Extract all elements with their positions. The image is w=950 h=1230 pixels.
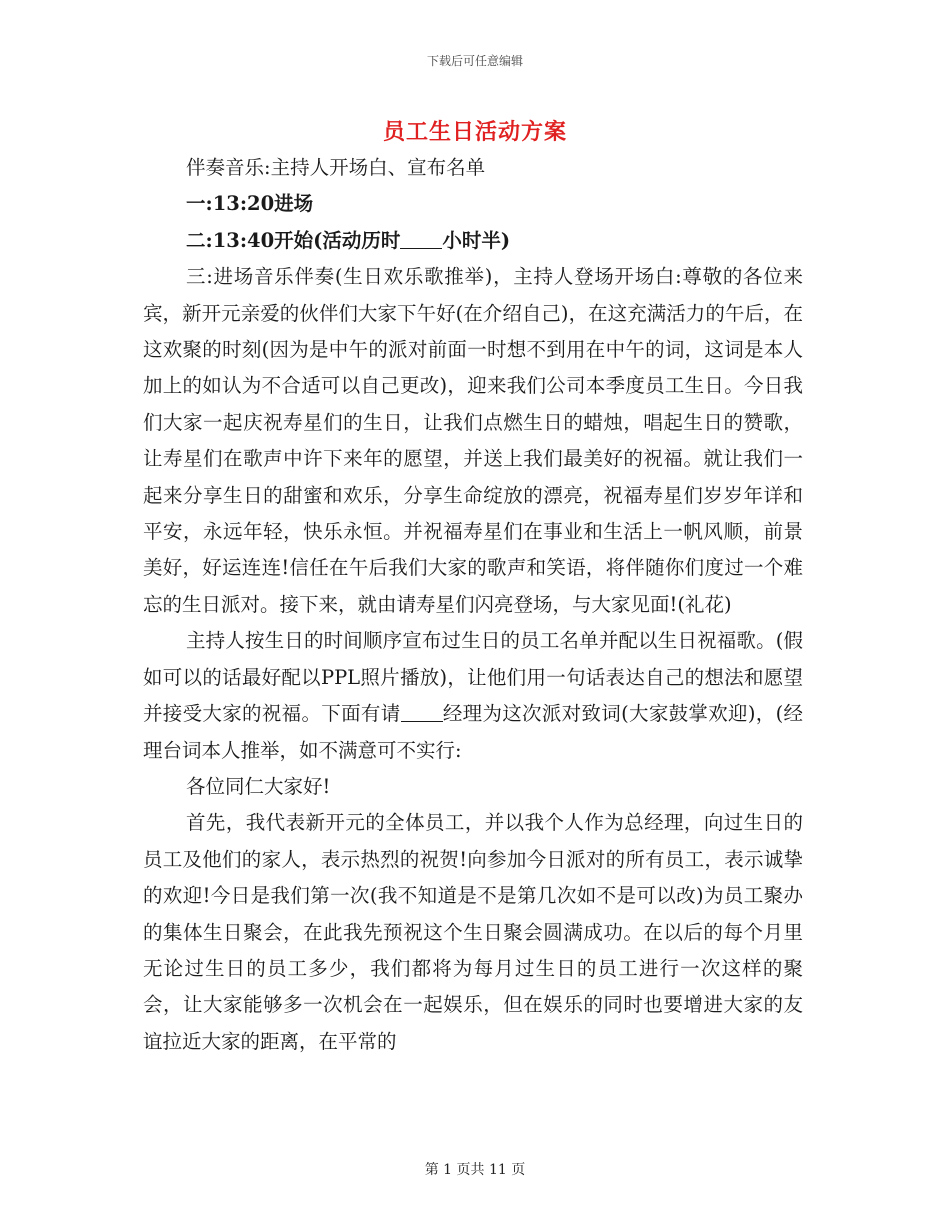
header-note: 下载后可任意编辑 — [426, 54, 523, 68]
announce-text-end: 经理为这次派对致词(大家鼓掌欢迎)，(经理台词本人推举，如不满意可不实行: — [143, 702, 803, 762]
document-title: 员工生日活动方案 — [382, 119, 567, 145]
heading-start-time — [143, 223, 803, 259]
paragraph-accompaniment: 伴奏音乐:主持人开场白、宣布名单 — [186, 156, 486, 179]
duration-blank — [400, 228, 442, 249]
heading-entry-time: 一:13:20进场 — [186, 192, 314, 216]
manager-name-blank — [401, 702, 443, 723]
paragraph-host-opening: 三:进场音乐伴奏(生日欢乐歌推举)，主持人登场开场白:尊敬的各位来宾，新开元亲爱的伙伴们大家下午好(在介绍自己)，在这充满活力的午后，在这欢聚的时刻(因为是中午的派对前面一时想不到用在中午的词，这词是本人加上的如认为不合适可以自己更改)，迎来我们公司本季度员工生日。今日我们大家一起庆祝寿星们的生日，让我们点燃生日的蜡烛，唱起生日的赞歌，让寿星们在歌声中许下来年的愿望，并送上我们最美好的祝福。就让我们一起来分享生日的甜蜜和欢乐，分享生命绽放的漂亮，祝福寿星们岁岁年详和平安，永远年轻，快乐永恒。并祝福寿星们在事业和生活上一帆风顺，前景美好，好运连连!信任在午后我们大家的歌声和笑语，将伴随你们度过一个难忘的生日派对。接下来，就由请寿星们闪亮登场，与大家见面!(礼花) — [143, 265, 803, 616]
paragraph-manager-speech: 首先，我代表新开元的全体员工，并以我个人作为总经理，向过生日的员工及他们的家人，表示热烈的祝贺!向参加今日派对的所有员工，表示诚挚的欢迎!今日是我们第一次(我不知道是不是第几次如不是可以改)为员工聚办的集体生日聚会，在此我先预祝这个生日聚会圆满成功。在以后的每个月里无论过生日的员工多少，我们都将为每月过生日的员工进行一次这样的聚会，让大家能够多一次机会在一起娱乐，但在娱乐的同时也要增进大家的友谊拉近大家的距离，在平常的 — [143, 811, 803, 1053]
paragraph-greeting: 各位同仁大家好! — [186, 774, 331, 798]
announce-text: 主持人按生日的时间顺序宣布过生日的员工名单并配以生日祝福歌。(假如可以的话最好配以PPL照片播放)，让他们用一句话表达自己的想法和愿望并接受大家的祝福。下面有请 — [143, 629, 803, 726]
heading-start-text: 二:13:40开始(活动历时 — [186, 228, 401, 252]
heading-start-text-end: 小时半) — [442, 228, 511, 252]
paragraph-host-announce — [143, 623, 803, 769]
page-footer: 第 1 页共 11 页 — [424, 1162, 526, 1178]
document-body — [143, 150, 803, 1060]
